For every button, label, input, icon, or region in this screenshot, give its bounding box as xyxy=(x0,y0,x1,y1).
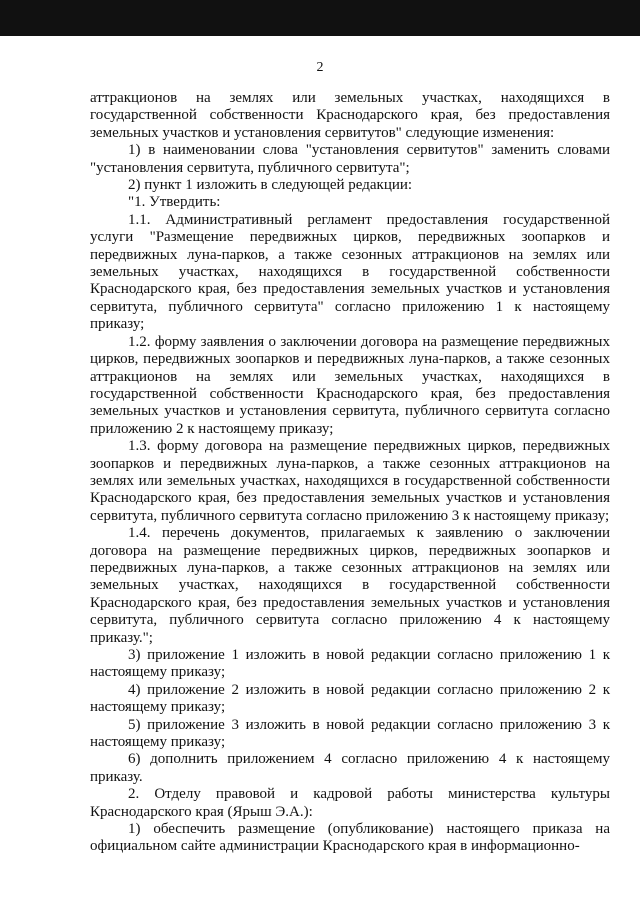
document-body xyxy=(90,90,610,856)
paragraph: "1. Утвердить: xyxy=(128,194,221,211)
paragraph: 4) приложение 2 изложить в новой редакции согласно приложению 2 к настоящему приказу; xyxy=(90,681,610,716)
paragraph: 2) пункт 1 изложить в следующей редакции: xyxy=(128,177,413,194)
paragraph: 5) приложение 3 изложить в новой редакции согласно приложению 3 к настоящему приказу; xyxy=(90,716,610,751)
paragraph: 1.2. форму заявления о заключении договора на размещение передвижных цирков, передвижных зоопарков и передвижных луна-парков, а также сезонных аттракционов на землях или земельных участках, находящихся в государственной собственности Краснодарского края, без предоставления земельных участков и установления сервитута, публичного сервитута согласно приложению 2 к настоящему приказу; xyxy=(90,333,610,437)
paragraph: аттракционов на землях или земельных участках, находящихся в государственной собственности Краснодарского края, без предоставления земельных участков и установления сервитутов" следующие изменения: xyxy=(90,90,610,141)
scan-top-bar xyxy=(0,0,640,36)
paragraph: 6) дополнить приложением 4 согласно приложению 4 к настоящему приказу. xyxy=(90,751,610,785)
paragraph: 1.4. перечень документов, прилагаемых к заявлению о заключении договора на размещение передвижных цирков, передвижных зоопарков и передвижных луна-парков, а также сезонных аттракционов на землях или земельных участках, находящихся в государственной собственности Краснодарского края, без предоставления земельных участков и установления сервитута, публичного сервитута согласно приложению 4 к настоящему приказу."; xyxy=(90,525,610,646)
paragraph: 1) в наименовании слова "установления сервитутов" заменить словами "установления сервитута, публичного сервитута"; xyxy=(90,142,610,176)
paragraph: 2. Отделу правовой и кадровой работы министерства культуры Краснодарского края (Ярыш Э.А.): xyxy=(90,786,610,820)
page-number: 2 xyxy=(316,60,324,75)
paragraph: 3) приложение 1 изложить в новой редакции согласно приложению 1 к настоящему приказу; xyxy=(90,647,610,681)
paragraph: 1.3. форму договора на размещение передвижных цирков, передвижных зоопарков и передвижных луна-парков, а также сезонных аттракционов на землях или земельных участках, находящихся в государственной собственности Краснодарского края, без предоставления земельных участков и установления сервитута, публичного сервитута согласно приложению 3 к настоящему приказу; xyxy=(90,438,610,524)
paragraph: 1) обеспечить размещение (опубликование) настоящего приказа на официальном сайте администрации Краснодарского края в информационно- xyxy=(90,821,610,855)
paragraph: 1.1. Административный регламент предоставления государственной услуги "Размещение передвижных цирков, передвижных зоопарков и передвижных луна-парков, а также сезонных аттракционов на землях или земельных участках, находящихся в государственной собственности Краснодарского края, без предоставления земельных участков и установления сервитута, публичного сервитута" согласно приложению 1 к настоящему приказу; xyxy=(90,211,610,333)
